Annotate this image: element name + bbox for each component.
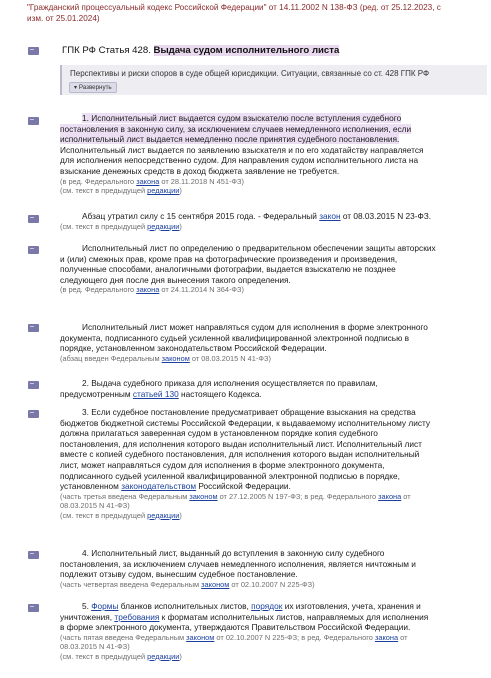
text-line: постановления в законную силу, за исключением случаев немедленного исполнения, если bbox=[60, 123, 412, 134]
previous-edition-link[interactable]: редакции bbox=[147, 651, 180, 661]
related-materials-banner bbox=[60, 65, 487, 95]
law-link[interactable]: закон bbox=[319, 211, 341, 221]
revision-note-continued: 08.03.2015 N 41-ФЗ) bbox=[60, 501, 130, 511]
text-line: подписанного судьей усиленной квалифицированной электронной подписью в порядке, bbox=[60, 470, 400, 481]
text-line: лист, может направляться судом для исполнения в форме электронного документа, bbox=[60, 459, 385, 470]
text-line: 1. Исполнительный лист выдается судом взыскателю после вступления судебного bbox=[82, 113, 402, 123]
previous-edition-note: (см. текст в предыдущей редакции) bbox=[60, 510, 182, 520]
bookmark-flag-icon[interactable] bbox=[28, 551, 39, 559]
bookmark-flag-icon[interactable] bbox=[28, 381, 39, 389]
text-line: полученные способами, аналогичными фотографии, выдается взыскателю не позднее bbox=[60, 264, 396, 275]
paragraph-3 bbox=[60, 243, 480, 295]
revision-note: (часть четвертая введена Федеральным законом от 02.10.2007 N 225-ФЗ) bbox=[60, 579, 315, 589]
procedure-link[interactable]: порядок bbox=[251, 601, 283, 611]
revision-note: (в ред. Федерального закона от 28.11.2018 N 451-ФЗ) bbox=[60, 176, 244, 186]
paragraph-4 bbox=[60, 322, 480, 363]
article-title bbox=[62, 45, 339, 57]
paragraph-6 bbox=[60, 407, 480, 521]
expand-button-label: Развернуть bbox=[78, 84, 112, 91]
text-line: 3. Если судебное постановление предусматривает обращение взыскания на средства bbox=[82, 407, 416, 417]
article-130-link[interactable]: статьей 130 bbox=[132, 388, 179, 399]
paragraph-5 bbox=[60, 378, 480, 399]
text-line: порядке, установленном законодательством Российской Федерации. bbox=[60, 343, 327, 354]
law-link[interactable]: законом bbox=[189, 491, 218, 501]
law-link[interactable]: законом bbox=[201, 579, 230, 589]
previous-edition-link[interactable]: редакции bbox=[147, 510, 180, 520]
paragraph-8 bbox=[60, 601, 480, 662]
text-line: 4. Исполнительный лист, выданный до вступления в законную силу судебного bbox=[82, 548, 385, 558]
text-line: следующего дня после дня вынесения такого определения. bbox=[60, 274, 291, 285]
revision-note-continued: 08.03.2015 N 41-ФЗ) bbox=[60, 642, 130, 652]
banner-text: Перспективы и риски споров в суде общей юрисдикции. Ситуации, связанные со ст. 428 ГПК РФ bbox=[70, 69, 430, 78]
header-line-1: "Гражданский процессуальный кодекс Российской Федерации" от 14.11.2002 N 138-ФЗ (ред. от 25.12.2023, с bbox=[27, 3, 441, 12]
paragraph-7 bbox=[60, 548, 480, 589]
paragraph-1 bbox=[60, 113, 480, 196]
text-line: бюджетов бюджетной системы Российской Федерации, к выдаваемому исполнительному листу bbox=[60, 417, 431, 428]
previous-edition-note: (см. текст в предыдущей редакции) bbox=[60, 186, 182, 196]
bookmark-flag-icon[interactable] bbox=[28, 246, 39, 254]
text-line: постановления, за исключением случаев немедленного исполнения, является ничтожным и bbox=[60, 558, 416, 569]
text-line: Исполнительный лист по определению о предварительном обеспечении защиты авторских bbox=[82, 243, 436, 253]
text-line: 5. Формы бланков исполнительных листов, порядок их изготовления, учета, хранения и bbox=[82, 601, 421, 611]
text-line: и (или) смежных прав, кроме прав на фотографические произведения и произведения, bbox=[60, 253, 398, 264]
law-link[interactable]: закона bbox=[136, 285, 160, 295]
text-line: 2. Выдача судебного приказа для исполнения осуществляется по правилам, bbox=[82, 378, 378, 388]
text-line: вместе с копией судебного постановления, для исполнения которого выдан исполнительный bbox=[60, 449, 420, 460]
legislation-link[interactable]: законодательством bbox=[121, 481, 197, 492]
text-line: Исполнительный лист выдается по заявлению взыскателя и по его ходатайству направляется bbox=[60, 144, 424, 155]
law-link[interactable]: законом bbox=[186, 632, 215, 642]
expand-button[interactable]: ▾ Развернуть bbox=[69, 82, 117, 93]
previous-edition-note: (см. текст в предыдущей редакции) bbox=[60, 651, 182, 661]
text-line: исполнительный лист выдается немедленно после принятия судебного постановления. bbox=[60, 134, 400, 145]
revision-note: (часть пятая введена Федеральным законом от 02.10.2007 N 225-ФЗ; в ред. Федерального закона от bbox=[60, 632, 408, 642]
bookmark-flag-icon[interactable] bbox=[28, 215, 39, 223]
document-header[interactable] bbox=[27, 2, 482, 24]
revision-note: (абзац введен Федеральным законом от 08.03.2015 N 41-ФЗ) bbox=[60, 353, 271, 363]
bookmark-flag-icon[interactable] bbox=[28, 324, 39, 332]
revision-note: (часть третья введена Федеральным законом от 27.12.2005 N 197-ФЗ; в ред. Федерального закона от bbox=[60, 491, 411, 501]
header-line-2: изм. от 25.01.2024) bbox=[27, 14, 100, 23]
text-line: должна прилагаться заверенная судом в установленном порядке копия судебного bbox=[60, 428, 378, 439]
paragraph-2 bbox=[60, 211, 480, 231]
previous-edition-link[interactable]: редакции bbox=[147, 221, 180, 231]
text-line: предусмотренным статьей 130 настоящего Кодекса. bbox=[60, 388, 262, 399]
text-line: документа, подписанного судьей усиленной квалифицированной электронной подписью в bbox=[60, 332, 410, 343]
text-line: уничтожения, требования к форматам исполнительных листов, направляемых для исполнения bbox=[60, 611, 429, 622]
bookmark-flag-icon[interactable] bbox=[28, 47, 39, 55]
law-link[interactable]: закона bbox=[374, 632, 399, 642]
text-line: подлежит отзыву судом, вынесшим судебное постановление. bbox=[60, 569, 298, 580]
article-heading: Выдача судом исполнительного листа bbox=[153, 45, 340, 56]
article-number: ГПК РФ Статья 428. bbox=[62, 45, 151, 56]
bookmark-flag-icon[interactable] bbox=[28, 604, 39, 612]
text-line: в форме электронного документа, утверждаются Правительством Российской Федерации. bbox=[60, 622, 411, 633]
forms-link[interactable]: Формы bbox=[91, 601, 119, 611]
law-link[interactable]: закона bbox=[136, 176, 160, 186]
text-line: Абзац утратил силу с 15 сентября 2015 года. - Федеральный закон от 08.03.2015 N 23-ФЗ. bbox=[82, 211, 432, 221]
previous-edition-note: (см. текст в предыдущей редакции) bbox=[60, 221, 182, 231]
text-line: взыскание денежных средств в доход бюджета заявление не требуется. bbox=[60, 165, 340, 176]
previous-edition-link[interactable]: редакции bbox=[147, 186, 180, 196]
text-line: постановления, для исполнения которого выдан исполнительный лист. Исполнительный лист bbox=[60, 438, 422, 449]
law-link[interactable]: законом bbox=[161, 353, 190, 363]
text-line: установленном законодательством Российской Федерации. bbox=[60, 481, 291, 492]
revision-note: (в ред. Федерального закона от 24.11.2014 N 364-ФЗ) bbox=[60, 285, 244, 295]
bookmark-flag-icon[interactable] bbox=[28, 117, 39, 125]
requirements-link[interactable]: требования bbox=[114, 611, 160, 622]
text-line: для исполнения непосредственно судом. Для направления судом исполнительного листа на bbox=[60, 155, 419, 166]
law-link[interactable]: закона bbox=[378, 491, 402, 501]
bookmark-flag-icon[interactable] bbox=[28, 410, 39, 418]
text-line: Исполнительный лист может направляться судом для исполнения в форме электронного bbox=[82, 322, 428, 332]
